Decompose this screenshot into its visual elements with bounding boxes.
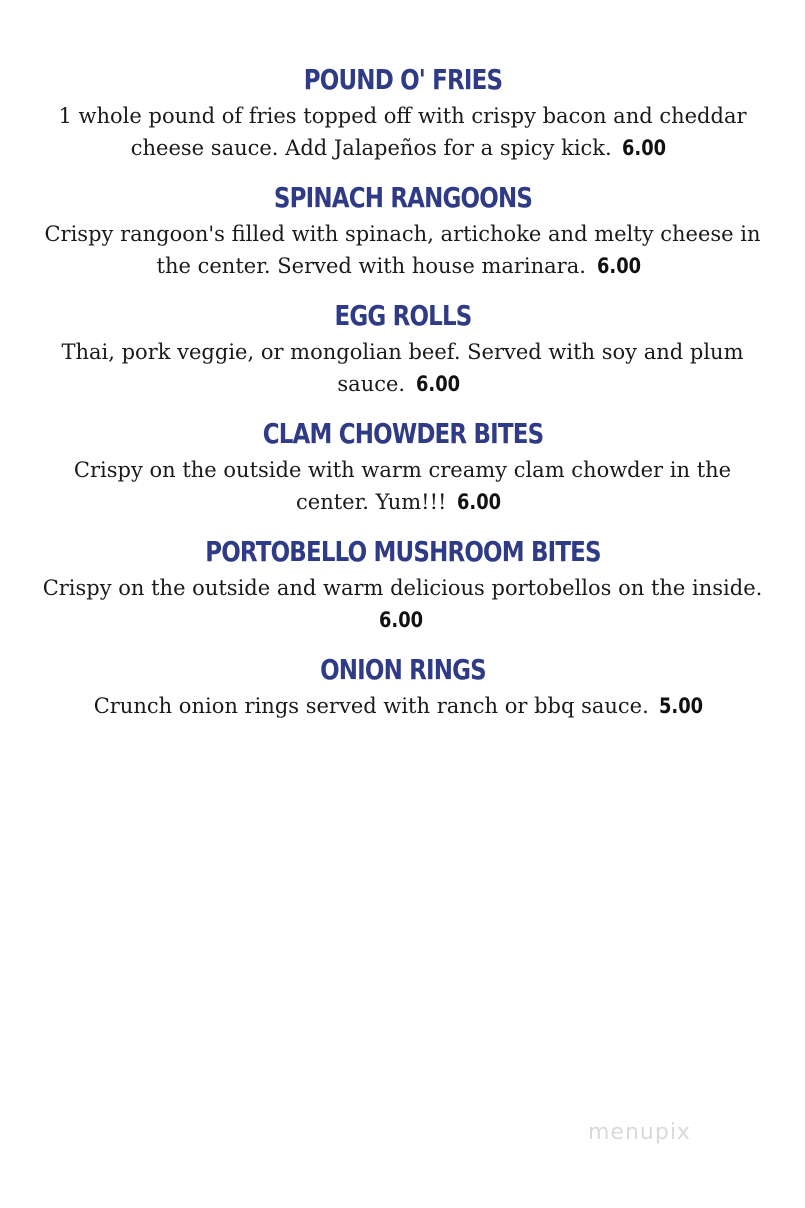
item-title: CLAM CHOWDER BITES — [262, 417, 543, 450]
item-price: 6.00 — [596, 254, 641, 278]
item-description — [43, 572, 763, 636]
menu-list — [0, 60, 805, 736]
item-description — [43, 100, 763, 164]
item-description-text: 1 whole pound of fries topped off with crispy bacon and cheddar cheese sauce. Add Jalapeños for a spicy kick. — [58, 104, 747, 160]
item-price: 6.00 — [622, 136, 667, 160]
menu-item-portobello-mushroom-bites — [43, 532, 763, 636]
item-price: 5.00 — [659, 694, 704, 718]
item-price: 6.00 — [457, 490, 502, 514]
item-price: 6.00 — [378, 608, 423, 632]
item-title: SPINACH RANGOONS — [273, 181, 532, 214]
menu-item-egg-rolls — [43, 296, 763, 400]
item-description — [43, 690, 763, 722]
item-description — [43, 218, 763, 282]
item-description — [43, 336, 763, 400]
item-title: PORTOBELLO MUSHROOM BITES — [204, 535, 601, 568]
item-title: POUND O' FRIES — [303, 63, 502, 96]
menu-item-pound-o-fries — [43, 60, 763, 164]
menupix-watermark: menupix — [588, 1120, 691, 1145]
item-description — [43, 454, 763, 518]
item-description-text: Crispy rangoon's filled with spinach, artichoke and melty cheese in the center. Served with house marinara. — [44, 222, 761, 278]
item-description-text: Thai, pork veggie, or mongolian beef. Served with soy and plum sauce. — [61, 340, 744, 396]
item-title: EGG ROLLS — [334, 299, 471, 332]
menu-item-spinach-rangoons — [43, 178, 763, 282]
item-description-text: Crispy on the outside with warm creamy clam chowder in the center. Yum!!! — [73, 458, 732, 514]
item-description-text: Crispy on the outside and warm delicious portobellos on the inside. — [42, 576, 763, 600]
item-price: 6.00 — [415, 372, 460, 396]
item-description-text: Crunch onion rings served with ranch or bbq sauce. — [93, 694, 649, 718]
menu-item-onion-rings — [43, 650, 763, 722]
item-title: ONION RINGS — [319, 653, 486, 686]
menu-item-clam-chowder-bites — [43, 414, 763, 518]
